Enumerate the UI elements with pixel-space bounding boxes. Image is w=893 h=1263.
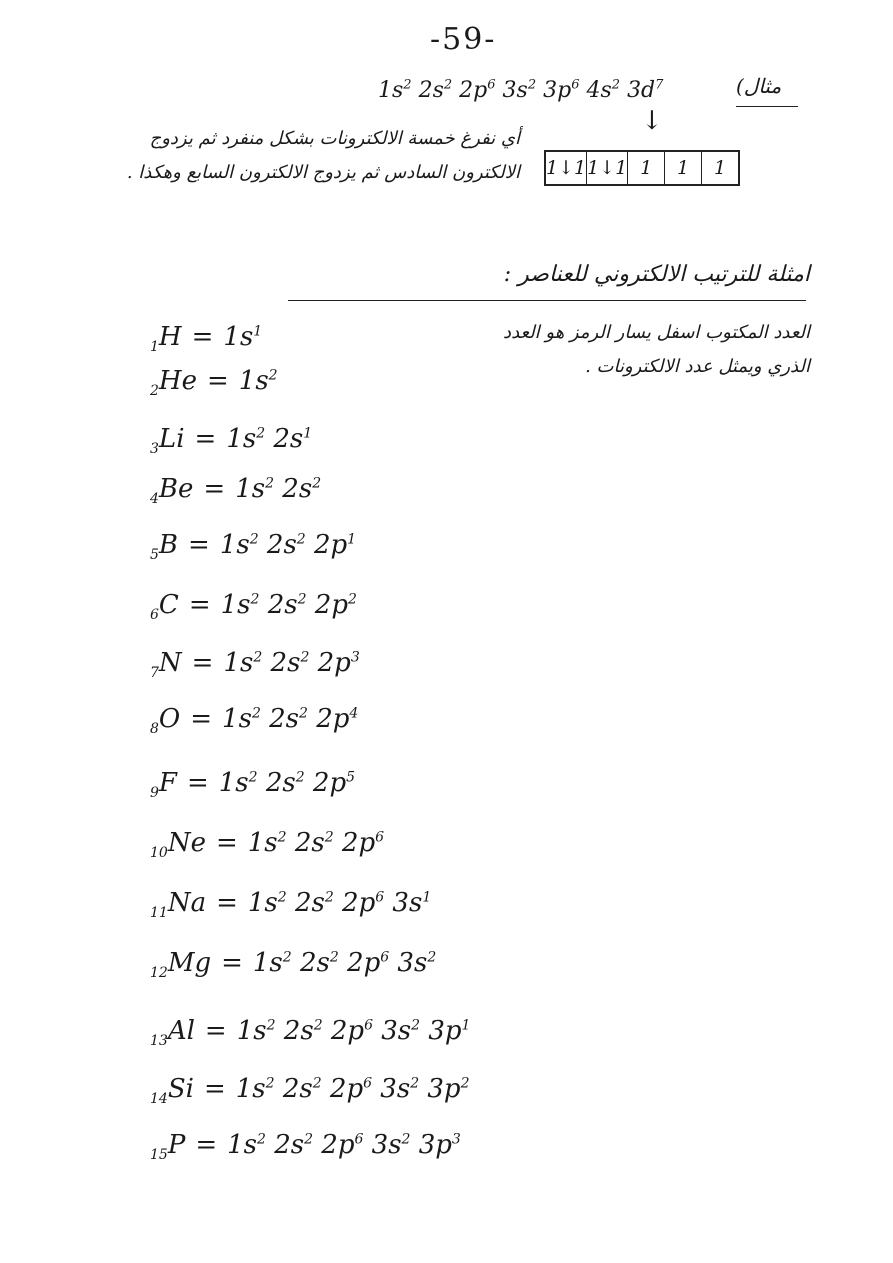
electron-count: 1 — [347, 531, 357, 548]
element-symbol: C — [158, 590, 179, 620]
electron-count: 2 — [410, 1075, 420, 1092]
equals-sign: = — [188, 590, 211, 620]
orbital-term — [269, 704, 308, 734]
electron-configuration — [253, 948, 436, 978]
element-config-row — [150, 530, 356, 563]
orbital-term — [342, 828, 384, 858]
electron-count: 3 — [451, 1131, 461, 1148]
element-symbol: Mg — [167, 948, 212, 978]
electron-count: 2 — [256, 425, 266, 442]
electron-count: 2 — [296, 531, 306, 548]
orbital-term — [271, 648, 310, 678]
orbital-term — [253, 948, 292, 978]
orbital-label: 2s — [270, 648, 301, 678]
orbital-term — [314, 530, 356, 560]
orbital-term — [236, 1074, 275, 1104]
orbital-cell: 1 — [628, 152, 665, 184]
orbital-label: 2s — [294, 828, 325, 858]
electron-count: 1 — [253, 323, 263, 340]
electron-count: 2 — [277, 889, 287, 906]
orbital-label: 1s — [226, 424, 257, 454]
electron-count: 2 — [265, 475, 275, 492]
electron-count: 1 — [461, 1017, 471, 1034]
orbital-term — [239, 366, 278, 396]
electron-count: 2 — [401, 1131, 411, 1148]
electron-configuration — [221, 590, 357, 620]
atomic-number: 10 — [150, 845, 168, 861]
orbital-label: 2s — [418, 78, 444, 104]
element-symbol: F — [158, 768, 177, 798]
orbital-term — [267, 530, 306, 560]
atomic-number-note: العدد المكتوب اسفل يسار الرمز هو العدد الذري ويمثل عدد الالكترونات . — [503, 322, 810, 377]
orbital-term — [248, 888, 287, 918]
orbital-label: 2s — [267, 590, 298, 620]
element-config-row — [150, 424, 312, 457]
atomic-number: 12 — [150, 965, 168, 981]
electron-count: 2 — [300, 649, 310, 666]
orbital-term — [330, 1074, 372, 1104]
orbital-label: 1s — [222, 704, 252, 734]
element-symbol: Ne — [167, 828, 206, 858]
orbital-term — [222, 704, 261, 734]
equals-sign: = — [195, 1130, 218, 1160]
electron-count: 2 — [282, 949, 292, 966]
electron-count: 3 — [350, 649, 360, 666]
element-symbol: H — [158, 322, 182, 352]
equals-sign: = — [191, 322, 214, 352]
orbital-term — [427, 1074, 469, 1104]
orbital-term — [268, 590, 307, 620]
orbital-label: 2s — [274, 1130, 305, 1160]
electron-count: 2 — [299, 705, 308, 722]
orbital-term — [295, 888, 334, 918]
electron-count: 2 — [251, 705, 261, 722]
orbital-term — [237, 1016, 276, 1046]
electron-count: 2 — [460, 1075, 470, 1092]
atomic-number: 11 — [150, 905, 168, 921]
orbital-term — [248, 828, 287, 858]
electron-count: 2 — [257, 1131, 266, 1148]
orbital-label: 2p — [342, 888, 376, 918]
orbital-term — [392, 888, 431, 918]
atomic-number: 1 — [150, 339, 159, 355]
orbital-label: 3s — [502, 78, 528, 104]
element-config-row — [150, 322, 262, 355]
electron-configuration — [248, 888, 431, 918]
equals-sign: = — [191, 648, 214, 678]
electron-count: 2 — [313, 1017, 323, 1034]
element-config-row — [150, 474, 321, 507]
down-arrow-icon: ↓ — [641, 106, 663, 136]
electron-count: 6 — [571, 78, 580, 93]
orbital-label: 1s — [238, 366, 269, 396]
orbital-term — [459, 78, 495, 103]
orbital-label: 2p — [317, 648, 351, 678]
orbital-label: 2p — [459, 78, 488, 104]
element-config-row — [150, 1074, 469, 1107]
electron-configuration — [219, 768, 355, 798]
orbital-label: 2s — [294, 888, 325, 918]
orbital-term — [313, 768, 355, 798]
orbital-label: 1s — [235, 474, 266, 504]
example-configuration — [378, 78, 663, 103]
element-symbol: Li — [158, 424, 185, 454]
electron-configuration — [239, 366, 278, 396]
atomic-number: 3 — [150, 441, 159, 457]
atomic-number: 8 — [150, 721, 159, 737]
electron-count: 2 — [324, 889, 334, 906]
orbital-term — [419, 1130, 461, 1160]
electron-count: 2 — [304, 1131, 314, 1148]
equals-sign: = — [190, 704, 213, 734]
orbital-label: 1s — [223, 648, 254, 678]
orbital-label: 2s — [282, 1074, 313, 1104]
orbital-term — [274, 1130, 313, 1160]
element-symbol: B — [158, 530, 179, 560]
orbital-term — [283, 1074, 322, 1104]
orbital-term — [315, 590, 357, 620]
equals-sign: = — [188, 530, 210, 560]
element-config-row — [150, 888, 431, 921]
element-config-row — [150, 1016, 470, 1049]
orbital-cell: 1↓1 — [587, 152, 628, 184]
orbital-term — [503, 78, 537, 103]
orbital-label: 3s — [381, 1016, 412, 1046]
orbital-cell: 1 — [713, 157, 727, 179]
equals-sign: = — [215, 828, 238, 858]
orbital-label: 1s — [219, 530, 250, 560]
atomic-number: 13 — [150, 1033, 168, 1049]
orbital-label: 1s — [227, 1130, 258, 1160]
orbital-label: 2p — [347, 948, 381, 978]
equals-sign: = — [216, 888, 238, 918]
orbital-term — [381, 1016, 420, 1046]
electron-count: 2 — [411, 1017, 421, 1034]
electron-count: 2 — [250, 591, 260, 608]
orbital-term — [284, 1016, 323, 1046]
orbital-label: 3s — [392, 888, 423, 918]
electron-count: 6 — [364, 1017, 373, 1034]
electron-count: 2 — [312, 475, 322, 492]
orbital-label: 2p — [329, 1074, 364, 1104]
orbital-cell: 1↓1 — [546, 152, 587, 184]
orbital-term — [273, 424, 312, 454]
equals-sign: = — [194, 424, 217, 454]
electron-count: 6 — [375, 829, 385, 846]
electron-count: 6 — [380, 949, 390, 966]
electron-count: 2 — [312, 1075, 322, 1092]
orbital-term — [397, 948, 436, 978]
electron-configuration — [236, 1074, 470, 1104]
element-symbol: Na — [167, 888, 207, 918]
orbital-term — [380, 1074, 419, 1104]
orbital-label: 3p — [418, 1130, 452, 1160]
atomic-number: 2 — [150, 383, 159, 399]
electron-count: 2 — [427, 949, 437, 966]
orbital-term — [419, 78, 453, 103]
orbital-label: 3s — [371, 1130, 402, 1160]
electron-configuration — [237, 1016, 471, 1046]
atomic-number: 5 — [150, 547, 159, 563]
section-heading: امثلة للترتيب الالكتروني للعناصر : — [503, 262, 810, 287]
element-config-row — [150, 648, 360, 681]
orbital-label: 3p — [427, 1074, 461, 1104]
electron-count: 2 — [329, 949, 339, 966]
orbital-term — [235, 474, 274, 504]
orbital-label: 4s — [586, 78, 612, 104]
orbital-label: 2p — [316, 704, 350, 734]
example-label: مثال) — [736, 74, 782, 98]
orbital-label: 3p — [428, 1016, 462, 1046]
heading-underline — [288, 300, 806, 301]
orbital-label: 1s — [247, 888, 278, 918]
orbital-label: 3p — [543, 78, 572, 104]
electron-count: 2 — [248, 769, 258, 786]
orbital-term — [220, 530, 259, 560]
orbital-label: 2s — [299, 948, 330, 978]
electron-count: 4 — [349, 705, 359, 722]
orbital-term — [219, 768, 258, 798]
electron-count: 2 — [347, 591, 357, 608]
orbital-label: 2p — [341, 828, 376, 858]
element-config-row — [150, 366, 278, 399]
atomic-number: 7 — [150, 665, 159, 681]
orbital-label: 1s — [247, 828, 278, 858]
electron-configuration — [223, 322, 262, 352]
orbital-label: 2s — [266, 530, 297, 560]
electron-count: 2 — [295, 769, 305, 786]
orbital-term — [223, 322, 262, 352]
orbital-term — [321, 1130, 363, 1160]
orbital-term — [295, 828, 334, 858]
electron-count: 2 — [268, 367, 278, 384]
orbital-label: 2p — [314, 590, 348, 620]
electron-count: 2 — [527, 78, 537, 93]
element-symbol: Si — [167, 1074, 194, 1104]
d-orbital-box-diagram — [544, 150, 740, 186]
orbital-term — [318, 648, 360, 678]
orbital-term — [347, 948, 389, 978]
orbital-term — [266, 768, 305, 798]
element-config-row — [150, 1130, 461, 1163]
electron-count: 6 — [354, 1131, 364, 1148]
orbital-term — [221, 590, 260, 620]
orbital-term — [586, 78, 620, 103]
element-config-row — [150, 704, 358, 737]
orbital-label: 1s — [252, 948, 283, 978]
orbital-label: 1s — [235, 1074, 266, 1104]
orbital-term — [300, 948, 339, 978]
electron-configuration — [248, 828, 384, 858]
element-config-row — [150, 590, 357, 623]
atomic-number: 14 — [150, 1091, 168, 1107]
orbital-label: 2s — [269, 704, 300, 734]
electron-count: 6 — [363, 1075, 373, 1092]
page-number: -59- — [430, 22, 497, 57]
element-config-row — [150, 768, 355, 801]
orbital-label: 1s — [236, 1016, 267, 1046]
electron-count: 2 — [253, 649, 263, 666]
orbital-term — [282, 474, 321, 504]
electron-configuration — [220, 530, 356, 560]
orbital-term — [627, 78, 663, 103]
hund-rule-note: أي نفرغ خمسة الالكترونات بشكل منفرد ثم يزدوج الالكترون السادس ثم يزدوج الالكترون السابع وهكذا . — [126, 128, 520, 183]
electron-count: 6 — [487, 78, 496, 93]
orbital-term — [428, 1016, 470, 1046]
orbital-term — [227, 1130, 266, 1160]
equals-sign: = — [203, 1074, 226, 1104]
equals-sign: = — [186, 768, 209, 798]
atomic-number: 15 — [150, 1147, 168, 1163]
orbital-label: 1s — [220, 590, 251, 620]
orbital-term — [226, 424, 265, 454]
electron-configuration — [222, 704, 358, 734]
equals-sign: = — [221, 948, 243, 978]
element-config-row — [150, 828, 384, 861]
equals-sign: = — [204, 1016, 227, 1046]
orbital-term — [223, 648, 262, 678]
example-label-underline — [736, 106, 798, 107]
orbital-term — [342, 888, 384, 918]
orbital-term — [543, 78, 579, 103]
orbital-label: 1s — [218, 768, 249, 798]
orbital-label: 3s — [380, 1074, 411, 1104]
equals-sign: = — [206, 366, 229, 396]
orbital-label: 2p — [312, 768, 347, 798]
electron-count: 1 — [422, 889, 432, 906]
orbital-label: 2p — [321, 1130, 355, 1160]
element-symbol: Be — [158, 474, 194, 504]
electron-configuration — [227, 1130, 461, 1160]
electron-count: 2 — [443, 78, 453, 93]
element-symbol: O — [158, 704, 181, 734]
orbital-term — [316, 704, 358, 734]
orbital-label: 2p — [330, 1016, 365, 1046]
orbital-cell: 1 — [665, 152, 702, 184]
electron-count: 2 — [249, 531, 259, 548]
atomic-number: 6 — [150, 607, 159, 623]
atomic-number: 4 — [150, 491, 159, 507]
orbital-label: 2s — [283, 1016, 314, 1046]
orbital-label: 1s — [378, 78, 404, 104]
electron-count: 2 — [265, 1075, 275, 1092]
orbital-label: 2s — [282, 474, 313, 504]
orbital-term — [378, 78, 412, 103]
electron-configuration — [223, 648, 359, 678]
element-config-row — [150, 948, 436, 981]
orbital-label: 3d — [627, 78, 656, 104]
electron-count: 2 — [324, 829, 334, 846]
electron-count: 7 — [655, 78, 664, 93]
orbital-label: 2p — [313, 530, 348, 560]
orbital-label: 3s — [397, 948, 428, 978]
electron-count: 5 — [346, 769, 356, 786]
atomic-number: 9 — [150, 785, 159, 801]
orbital-term — [372, 1130, 411, 1160]
electron-count: 2 — [266, 1017, 276, 1034]
electron-count: 2 — [611, 78, 621, 93]
equals-sign: = — [203, 474, 226, 504]
orbital-label: 2s — [273, 424, 304, 454]
electron-configuration — [235, 474, 321, 504]
electron-count: 2 — [403, 78, 412, 93]
electron-count: 2 — [297, 591, 307, 608]
orbital-label: 1s — [223, 322, 254, 352]
electron-count: 1 — [303, 425, 313, 442]
orbital-label: 2s — [265, 768, 296, 798]
element-symbol: N — [158, 648, 182, 678]
electron-configuration — [226, 424, 312, 454]
element-symbol: Al — [167, 1016, 195, 1046]
electron-count: 6 — [375, 889, 385, 906]
element-symbol: P — [167, 1130, 186, 1160]
orbital-term — [331, 1016, 373, 1046]
element-symbol: He — [158, 366, 197, 396]
electron-count: 2 — [277, 829, 287, 846]
